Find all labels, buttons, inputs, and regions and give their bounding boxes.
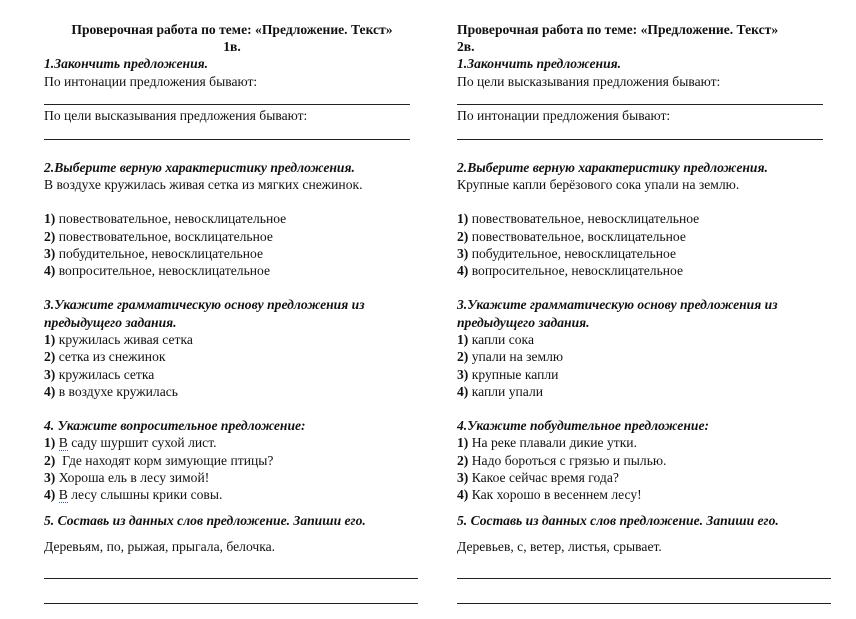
- task-2-option: 4) вопросительное, невосклицательное: [457, 263, 684, 278]
- task-1-prompt-1: По интонации предложения бывают:: [44, 74, 258, 89]
- task-1-prompt-2: По интонации предложения бывают:: [457, 108, 671, 123]
- task-1-prompt-1: По цели высказывания предложения бывают:: [457, 74, 721, 89]
- task-3-heading: 3.Укажите грамматическую основу предложения из: [457, 297, 778, 312]
- task-3-heading-cont: предыдущего задания.: [44, 315, 177, 330]
- task-3-heading: 3.Укажите грамматическую основу предложения из: [44, 297, 365, 312]
- task-4-heading: 4.Укажите побудительное предложение:: [457, 418, 710, 433]
- task-2-option: 1) повествовательное, невосклицательное: [44, 211, 287, 226]
- task-2-option: 1) повествовательное, невосклицательное: [457, 211, 700, 226]
- answer-line: [457, 104, 823, 105]
- task-3-option: 3) крупные капли: [457, 367, 559, 382]
- task-3-option: 4) в воздухе кружилась: [44, 384, 178, 399]
- task-3-option: 1) кружилась живая сетка: [44, 332, 193, 347]
- task-5-heading: 5. Составь из данных слов предложение. Запиши его.: [457, 513, 779, 528]
- page-title: Проверочная работа по теме: «Предложение. Текст»: [457, 22, 779, 37]
- variant-label: 1в.: [223, 39, 241, 54]
- task-2-option: 3) побудительное, невосклицательное: [44, 246, 264, 261]
- task-5-heading: 5. Составь из данных слов предложение. Запиши его.: [44, 513, 366, 528]
- task-2-option: 4) вопросительное, невосклицательное: [44, 263, 271, 278]
- task-2-heading: 2.Выберите верную характеристику предложения.: [44, 160, 355, 175]
- task-4-option: 2) Где находят корм зимующие птицы?: [44, 453, 274, 468]
- task-1-heading: 1.Закончить предложения.: [44, 56, 209, 71]
- task-3-option: 4) капли упали: [457, 384, 544, 399]
- task-4-option: 4) Как хорошо в весеннем лесу!: [457, 487, 642, 502]
- task-2-heading: 2.Выберите верную характеристику предложения.: [457, 160, 768, 175]
- task-3-option: 1) капли сока: [457, 332, 534, 347]
- page-title: Проверочная работа по теме: «Предложение. Текст»: [71, 22, 393, 37]
- task-3-heading-cont: предыдущего задания.: [457, 315, 590, 330]
- answer-line: [44, 578, 418, 579]
- task-4-option: 4) В лесу слышны крики совы.: [44, 487, 223, 502]
- task-3-option: 2) упали на землю: [457, 349, 564, 364]
- answer-line: [457, 603, 831, 604]
- task-1-heading: 1.Закончить предложения.: [457, 56, 622, 71]
- task-3-option: 2) сетка из снежинок: [44, 349, 166, 364]
- task-4-option: 3) Хороша ель в лесу зимой!: [44, 470, 210, 485]
- answer-line: [44, 139, 410, 140]
- task-4-option: 1) На реке плавали дикие утки.: [457, 435, 637, 450]
- task-4-option: 2) Надо бороться с грязью и пылью.: [457, 453, 667, 468]
- task-2-sentence: Крупные капли берёзового сока упали на землю.: [457, 177, 740, 192]
- task-2-option: 3) побудительное, невосклицательное: [457, 246, 677, 261]
- task-2-sentence: В воздухе кружилась живая сетка из мягких снежинок.: [44, 177, 363, 192]
- task-1-prompt-2: По цели высказывания предложения бывают:: [44, 108, 308, 123]
- answer-line: [44, 104, 410, 105]
- variant-label: 2в.: [457, 39, 475, 54]
- task-4-option: 1) В саду шуршит сухой лист.: [44, 435, 217, 450]
- answer-line: [44, 603, 418, 604]
- task-3-option: 3) кружилась сетка: [44, 367, 155, 382]
- task-5-words: Деревьям, по, рыжая, прыгала, белочка.: [44, 539, 276, 554]
- answer-line: [457, 578, 831, 579]
- task-2-option: 2) повествовательное, восклицательное: [457, 229, 686, 244]
- answer-line: [457, 139, 823, 140]
- task-5-words: Деревьев, с, ветер, листья, срывает.: [457, 539, 662, 554]
- task-4-heading: 4. Укажите вопросительное предложение:: [44, 418, 306, 433]
- task-2-option: 2) повествовательное, восклицательное: [44, 229, 273, 244]
- task-4-option: 3) Какое сейчас время года?: [457, 470, 619, 485]
